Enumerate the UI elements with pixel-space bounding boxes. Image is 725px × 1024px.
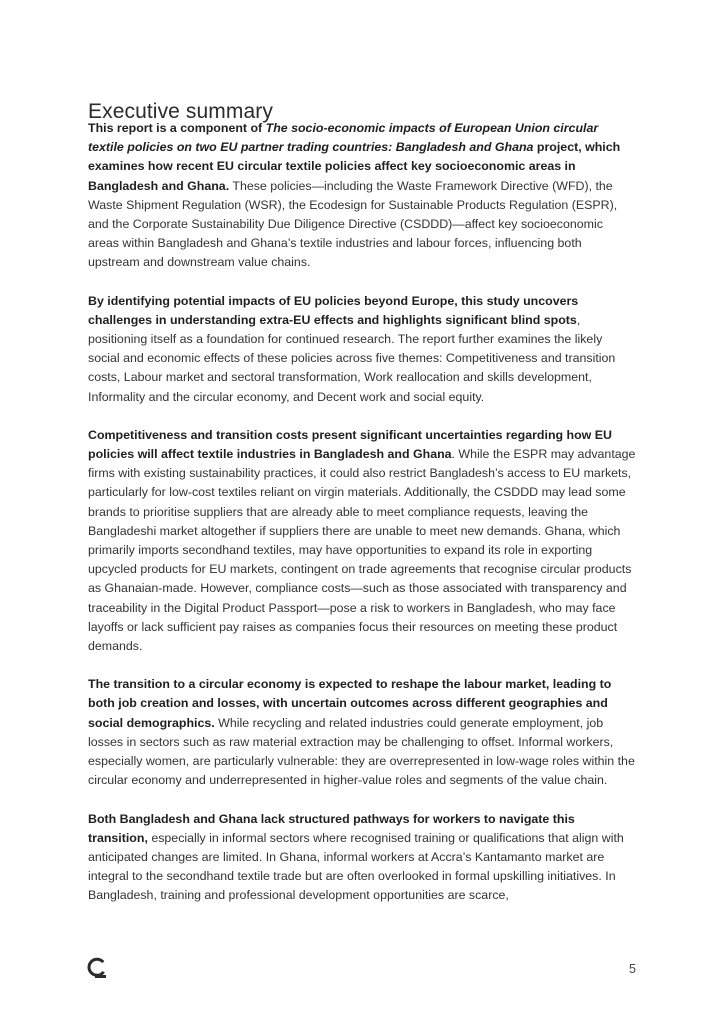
paragraph-competitiveness xyxy=(88,426,636,656)
bold-lead: This report is a component of xyxy=(88,121,266,135)
body-text xyxy=(88,119,636,925)
page-number: 5 xyxy=(629,962,636,976)
bold-lead-end: project, which examines how recent EU circular textile policies affect key socioeconomic areas in Bangladesh and Ghana. xyxy=(88,140,621,193)
paragraph-intro xyxy=(88,119,636,273)
paragraph-labour-market xyxy=(88,675,636,790)
bold-lead: The transition to a circular economy is expected to reshape the labour market, leading to both job creation and losses, with uncertain outcomes across different geographies and social demographics. xyxy=(88,677,612,730)
paragraph-text: . While the ESPR may advantage firms with existing sustainability practices, it could also restrict Bangladesh’s access to EU markets, particularly for low-cost textiles reliant on virgin materials. Additionally, the CSDDD may lead some brands to prioritise suppliers that are already able to meet compliance requests, leaving the Bangladeshi market altogether if suppliers there are unable to meet new demands. Ghana, which primarily imports secondhand textiles, may have opportunities to expand its role in exporting upcycled products for EU markets, contingent on trade agreements that recognise circular products as Ghanaian-made. However, compliance costs—such as those associated with transparency and traceability in the Digital Product Passport—pose a risk to workers in Bangladesh, who may face layoffs or lack sufficient pay raises as companies focus their resources on meeting these product demands. xyxy=(88,447,636,654)
paragraph-text: These policies—including the Waste Framework Directive (WFD), the Waste Shipment Regulation (WSR), the Ecodesign for Sustainable Products Regulation (ESPR), and the Corporate Sustainability Due Diligence Directive (CSDDD)—affect key socioeconomic areas within Bangladesh and Ghana’s textile industries and labour forces, influencing both upstream and downstream value chains. xyxy=(88,178,618,270)
paragraph-text: especially in informal sectors where recognised training or qualifications that align with anticipated changes are limited. In Ghana, informal workers at Accra’s Kantamanto market are integral to the secondhand textile trade but are often overlooked in formal upskilling initiatives. In Bangladesh, training and professional development opportunities are scarce, xyxy=(88,830,624,903)
bold-lead: By identifying potential impacts of EU policies beyond Europe, this study uncovers challenges in understanding extra-EU effects and highlights significant blind spots xyxy=(88,293,579,327)
bold-lead: Both Bangladesh and Ghana lack structured pathways for workers to navigate this transition, xyxy=(88,811,575,845)
paragraph-pathways xyxy=(88,810,636,906)
page-title: Executive summary xyxy=(88,100,273,124)
paragraph-blind-spots xyxy=(88,292,636,407)
paragraph-text: While recycling and related industries could generate employment, job losses in sectors such as raw material extraction may be challenging to offset. Informal workers, especially women, are particularly vulnerable: they are overrepresented in low-wage roles within the circular economy and underrepresented in higher-value roles and segments of the value chain. xyxy=(88,715,635,788)
brand-c-logo-icon xyxy=(86,957,108,979)
paragraph-text: , positioning itself as a foundation for continued research. The report further examines the likely social and economic effects of these policies across five themes: Competitiveness and transition costs, Labour market and sectoral transformation, Work reallocation and skills development, Informality and the circular economy, and Decent work and social equity. xyxy=(88,312,616,404)
project-title: The socio-economic impacts of European Union circular textile policies on two EU partner trading countries: Bangladesh and Ghana xyxy=(88,121,599,155)
bold-lead: Competitiveness and transition costs present significant uncertainties regarding how EU policies will affect textile industries in Bangladesh and Ghana xyxy=(88,427,612,462)
